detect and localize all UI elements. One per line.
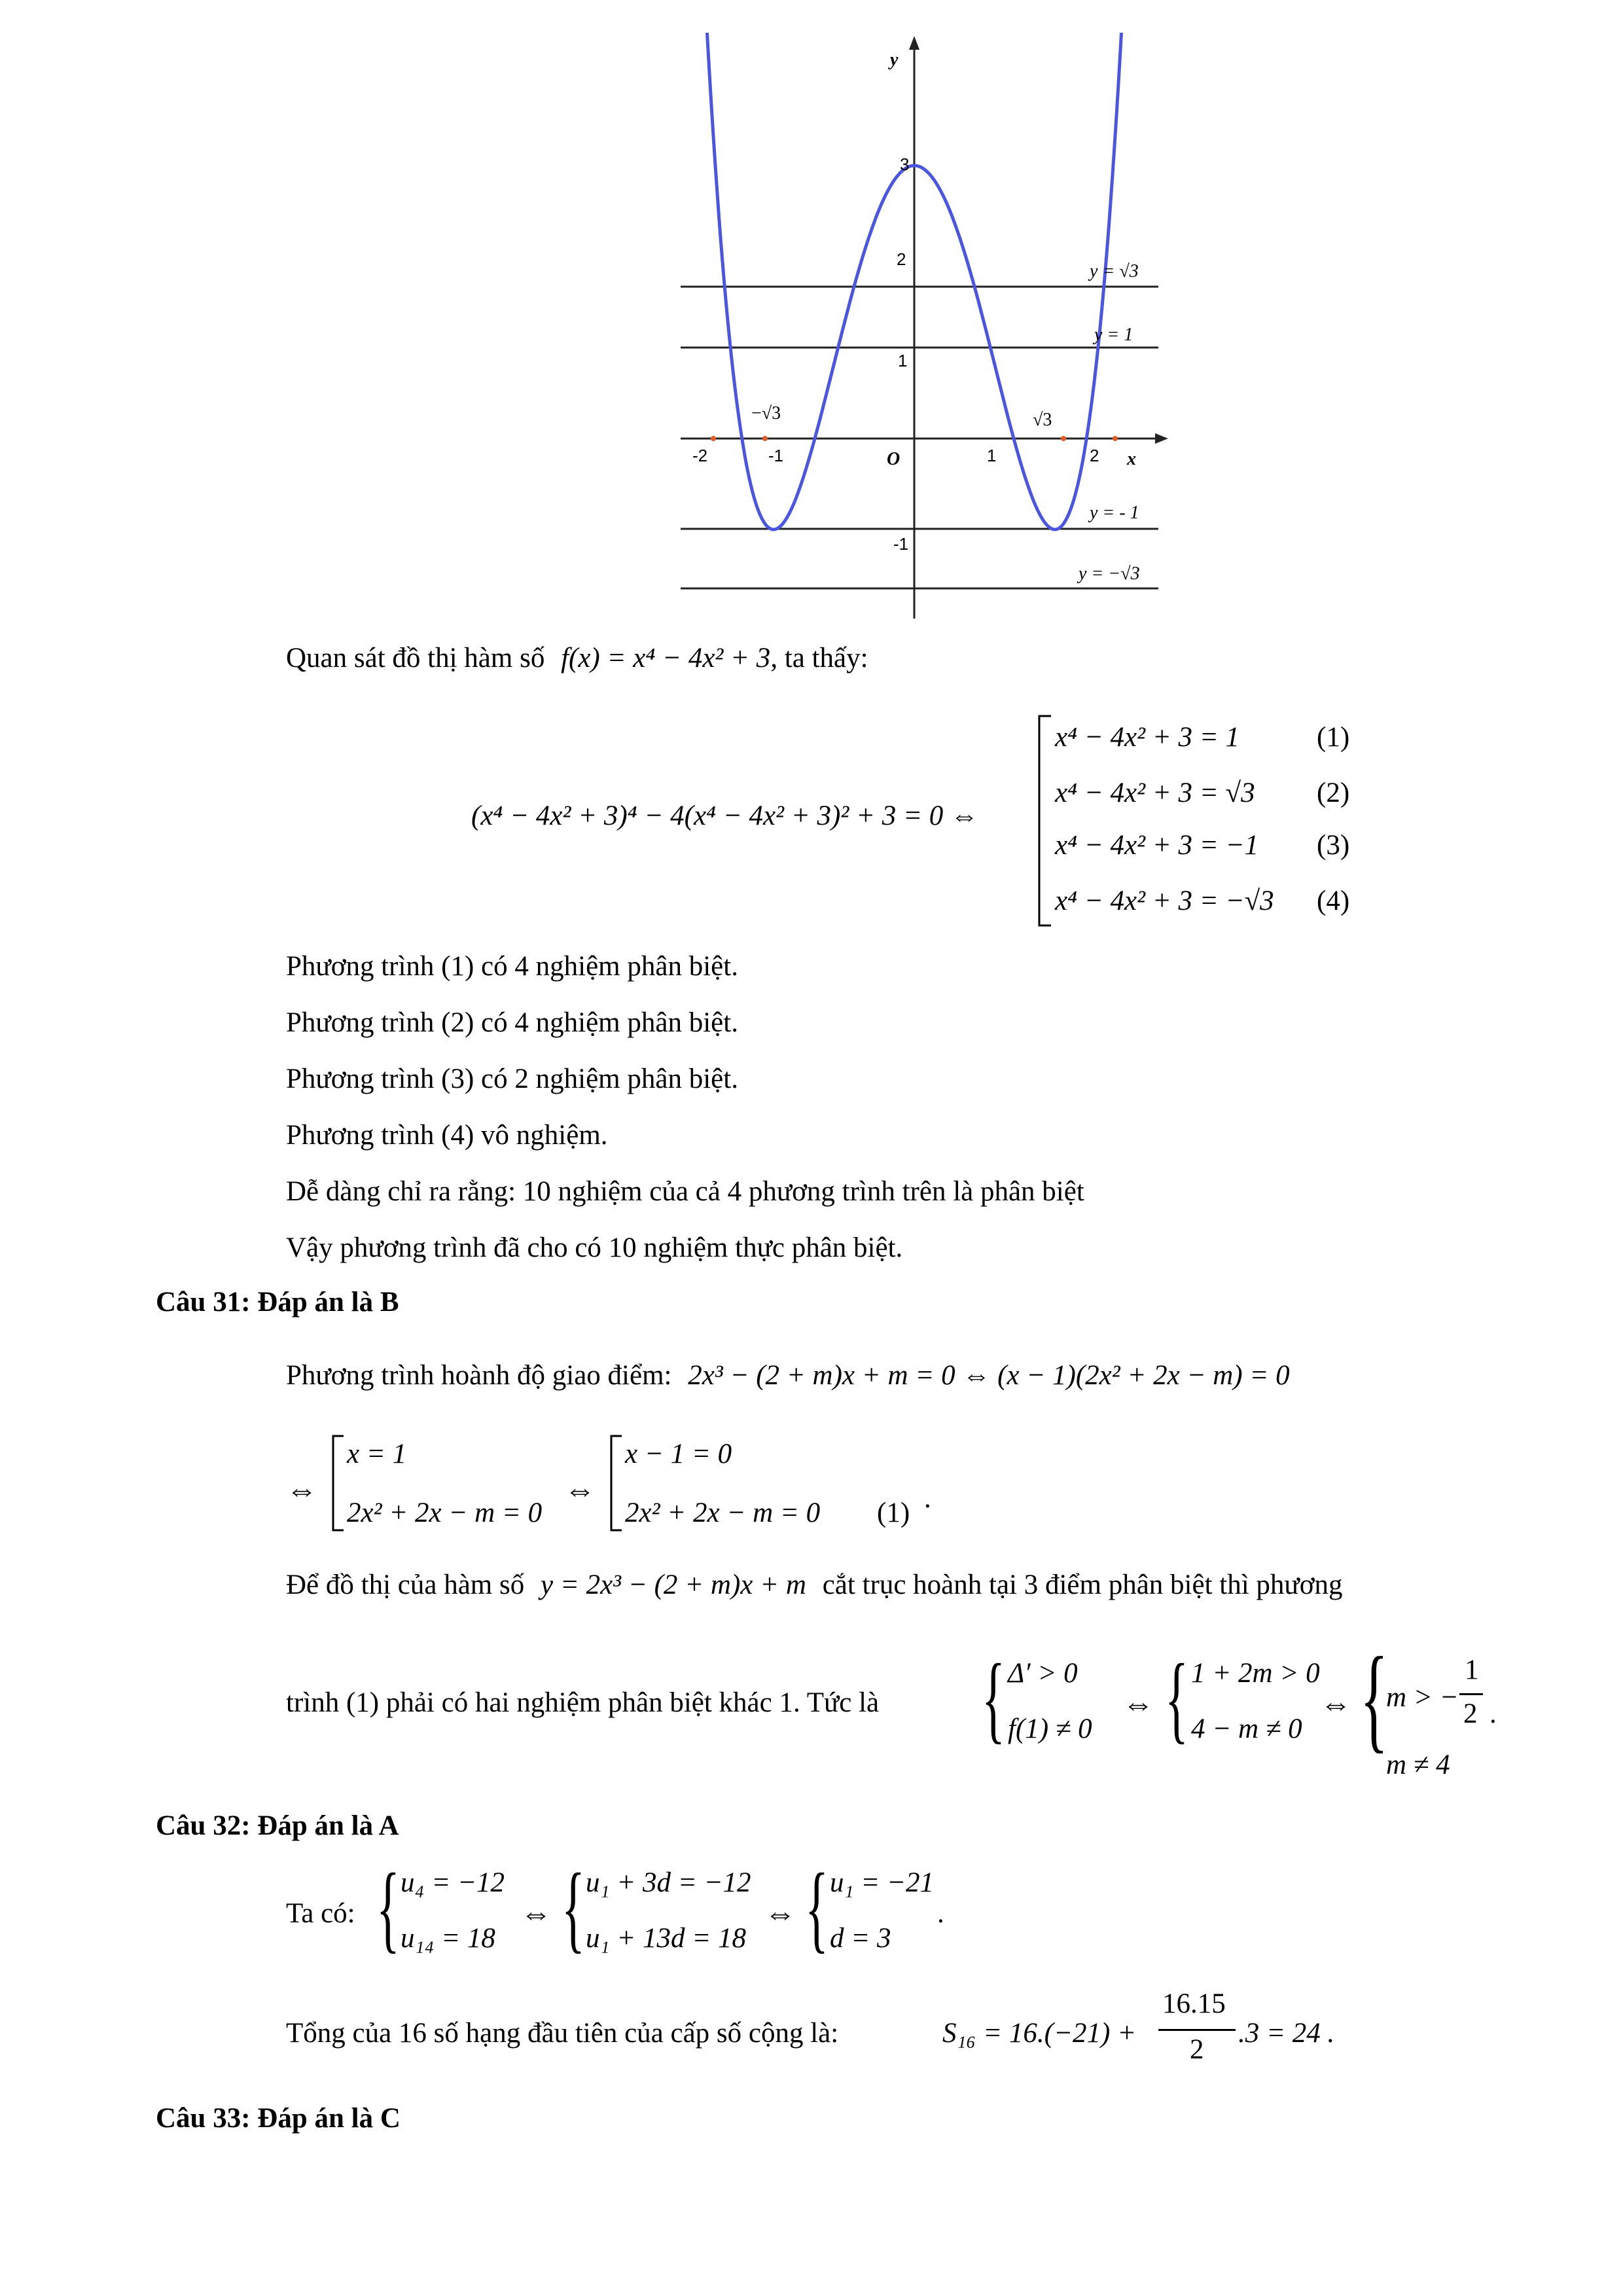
q31-sys1-line1: x = 1 — [347, 1439, 407, 1469]
y-tick-1: 1 — [898, 351, 908, 370]
q31-c3-den: 2 — [1463, 1698, 1478, 1729]
case-2: x⁴ − 4x² + 3 = √3 — [1055, 778, 1255, 808]
q32-s2-line1: u₁ + 3d = −12 — [586, 1867, 751, 1898]
q31-line1-text: Phương trình hoành độ giao điểm: — [286, 1360, 672, 1391]
y-axis-label: y — [890, 50, 899, 70]
q31-c2-line2: 4 − m ≠ 0 — [1191, 1713, 1302, 1744]
intro-tail: , ta thấy: — [770, 643, 868, 673]
conclusion-line: Vậy phương trình đã cho có 10 nghiệm thực phân biệt. — [286, 1232, 903, 1263]
x-tick-minus-2: -2 — [692, 446, 708, 465]
q32-brace-2: { — [562, 1854, 585, 1962]
q32-brace-3: { — [805, 1854, 829, 1962]
conclusion-line: Phương trình (1) có 4 nghiệm phân biệt. — [286, 951, 738, 982]
q31-c3-period: . — [1489, 1698, 1497, 1729]
q31-sys2-tag: (1) — [877, 1498, 910, 1528]
q32-taco: Ta có: — [286, 1898, 355, 1929]
q31-sys2-line2: 2x² + 2x − m = 0 — [625, 1498, 821, 1528]
line-label-minus-1: y = - 1 — [1090, 503, 1139, 523]
q32-s3-line2: d = 3 — [830, 1923, 891, 1954]
conclusion-line: Phương trình (2) có 4 nghiệm phân biệt. — [286, 1007, 738, 1038]
intro-function: f(x) = x⁴ − 4x² + 3 — [561, 643, 771, 673]
q32-sum-rhs: .3 = 24 . — [1238, 2018, 1335, 2049]
q31-line3-b: cắt trục hoành tại 3 điểm phân biệt thì phương — [822, 1570, 1343, 1600]
root-marker — [711, 436, 716, 441]
q31-c3-bottom: m ≠ 4 — [1386, 1749, 1450, 1780]
root-marker — [762, 436, 768, 441]
q31-brace-1: { — [982, 1644, 1005, 1753]
q31-line4-text: trình (1) phải có hai nghiệm phân biệt khác 1. Tức là — [286, 1687, 880, 1718]
q31-bracket-2 — [609, 1435, 624, 1533]
q32-sum-fracbar — [1158, 2029, 1236, 2031]
q32-sum-lhs: S₁₆ = 16.(−21) + — [942, 2018, 1137, 2049]
q31-c3-top: m > − — [1386, 1682, 1459, 1713]
conclusion-line: Phương trình (4) vô nghiệm. — [286, 1120, 608, 1151]
x-tick-minus-1: -1 — [768, 446, 784, 465]
q33-heading: Câu 33: Đáp án là C — [156, 2103, 401, 2134]
q32-brace-1: { — [376, 1854, 400, 1962]
q32-sum-den: 2 — [1190, 2034, 1204, 2065]
main-equation-lhs: (x⁴ − 4x² + 3)⁴ − 4(x⁴ − 4x² + 3)² + 3 = 0 ⇔ — [471, 800, 979, 831]
case-1: x⁴ − 4x² + 3 = 1 — [1055, 722, 1240, 753]
q32-iff-2: ⇔ — [764, 1896, 796, 1931]
x-tick-1: 1 — [987, 446, 997, 465]
function-graph — [654, 33, 1178, 622]
root-label-left: −√3 — [751, 403, 781, 423]
q31-iff-4: ⇔ — [1320, 1687, 1351, 1721]
case-4-tag: (4) — [1317, 886, 1350, 916]
q31-iff-3: ⇔ — [1122, 1687, 1154, 1721]
q32-sum-num: 16.15 — [1162, 1988, 1226, 2019]
case-1-tag: (1) — [1317, 722, 1350, 753]
x-axis-arrow — [1155, 433, 1168, 444]
cases-bracket — [1035, 715, 1055, 931]
q31-c2-line1: 1 + 2m > 0 — [1191, 1658, 1320, 1689]
case-2-tag: (2) — [1317, 778, 1350, 808]
conclusion-line: Dễ dàng chỉ ra rằng: 10 nghiệm của cả 4 phương trình trên là phân biệt — [286, 1176, 1084, 1207]
q31-iff-2: ⇔ — [564, 1473, 596, 1507]
q31-brace-2: { — [1165, 1644, 1188, 1753]
q32-s1-line2: u₁₄ = 18 — [401, 1923, 495, 1954]
case-3: x⁴ − 4x² + 3 = −1 — [1055, 830, 1259, 861]
case-4: x⁴ − 4x² + 3 = −√3 — [1055, 886, 1274, 916]
root-marker — [1061, 436, 1066, 441]
y-tick-2: 2 — [897, 249, 906, 269]
x-axis-label: x — [1127, 449, 1136, 469]
x-tick-2: 2 — [1090, 446, 1099, 465]
q32-s2-line2: u₁ + 13d = 18 — [586, 1923, 746, 1954]
q31-line3-math: y = 2x³ − (2 + m)x + m — [540, 1570, 806, 1600]
q32-sum-text: Tổng của 16 số hạng đầu tiên của cấp số cộng là: — [286, 2018, 839, 2049]
y-tick-3: 3 — [900, 154, 910, 174]
q31-bracket-1 — [330, 1435, 346, 1533]
y-axis-arrow — [909, 36, 919, 50]
q31-c3-num: 1 — [1465, 1655, 1479, 1685]
q31-iff-1: ⇔ — [286, 1473, 317, 1507]
line-label-minus-sqrt3: y = −√3 — [1079, 564, 1140, 584]
q31-sys1-line2: 2x² + 2x − m = 0 — [347, 1498, 543, 1528]
q32-s3-line1: u₁ = −21 — [830, 1867, 934, 1898]
q31-line1 — [286, 1361, 1290, 1390]
q31-heading: Câu 31: Đáp án là B — [156, 1287, 399, 1318]
intro-text: Quan sát đồ thị hàm số — [286, 643, 545, 673]
q32-period: . — [937, 1898, 944, 1929]
q31-sys2-line1: x − 1 = 0 — [625, 1439, 732, 1469]
q31-line1-math: 2x³ − (2 + m)x + m = 0 ⇔ (x − 1)(2x² + 2x − m) = 0 — [688, 1360, 1290, 1391]
conclusion-line: Phương trình (3) có 2 nghiệm phân biệt. — [286, 1064, 738, 1094]
case-3-tag: (3) — [1317, 830, 1350, 861]
y-tick-minus-1: -1 — [893, 534, 909, 554]
q31-line3 — [286, 1571, 1342, 1599]
q32-s1-line1: u₄ = −12 — [401, 1867, 505, 1898]
q31-period: . — [924, 1483, 931, 1514]
q31-brace-3: { — [1360, 1633, 1389, 1763]
q31-c1-line1: Δ′ > 0 — [1008, 1658, 1078, 1689]
line-label-1: y = 1 — [1094, 325, 1133, 345]
q32-heading: Câu 32: Đáp án là A — [156, 1810, 399, 1841]
q31-line3-a: Để đồ thị của hàm số — [286, 1570, 525, 1600]
q31-c1-line2: f(1) ≠ 0 — [1008, 1713, 1092, 1744]
origin-label: O — [887, 449, 901, 469]
line-label-sqrt3: y = √3 — [1090, 261, 1139, 281]
q32-iff-1: ⇔ — [520, 1896, 552, 1931]
root-label-right: √3 — [1033, 410, 1052, 430]
intro-line — [286, 644, 868, 672]
root-marker — [1113, 436, 1118, 441]
q31-c3-fracbar — [1459, 1693, 1483, 1695]
